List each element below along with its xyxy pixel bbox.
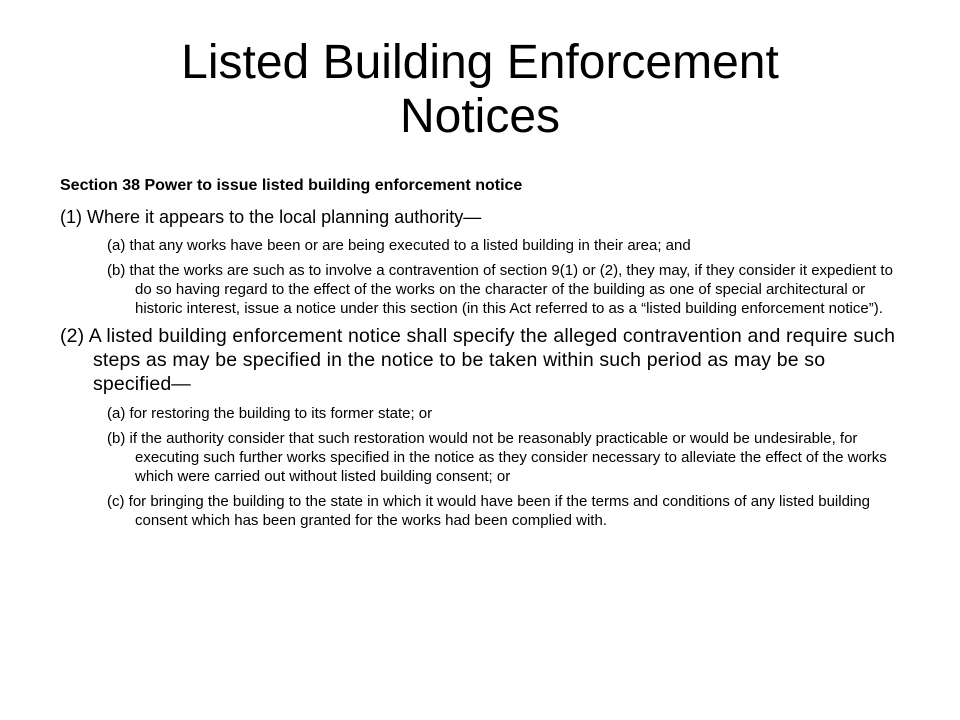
clause-2-item-c: (c) for bringing the building to the state in which it would have been if the terms and conditions of any listed building consent which has been granted for the works had been complied with. (107, 493, 870, 529)
clause-2: (2) A listed building enforcement notice shall specify the alleged contravention and require such steps as may be specified in the notice to be taken within such period as may be so specified— (60, 325, 896, 395)
clause-1-item-b: (b) that the works are such as to involve a contravention of section 9(1) or (2), they may, if they consider it expedient to do so having regard to the effect of the works on the character of the building as one of special architectural or historic interest, issue a notice under this section (in this Act referred to as a “listed building enforcement notice”). (107, 262, 893, 317)
clause-2-item-a: (a) for restoring the building to its former state; or (107, 405, 433, 422)
clause-1: (1) Where it appears to the local planning authority— (60, 207, 482, 227)
slide-title-line-2: Notices (399, 90, 561, 143)
slide-body (60, 176, 900, 534)
slide-title (60, 36, 900, 144)
slide-title-line-1: Listed Building Enforcement (181, 36, 779, 89)
section-heading: Section 38 Power to issue listed building enforcement notice (60, 177, 523, 194)
clause-1-item-a: (a) that any works have been or are being executed to a listed building in their area; and (107, 237, 691, 254)
clause-2-item-b: (b) if the authority consider that such restoration would not be reasonably practicable or would be undesirable, for executing such further works specified in the notice as they consider necessary to alleviate the effect of the works which were carried out without listed building consent; or (107, 430, 887, 485)
